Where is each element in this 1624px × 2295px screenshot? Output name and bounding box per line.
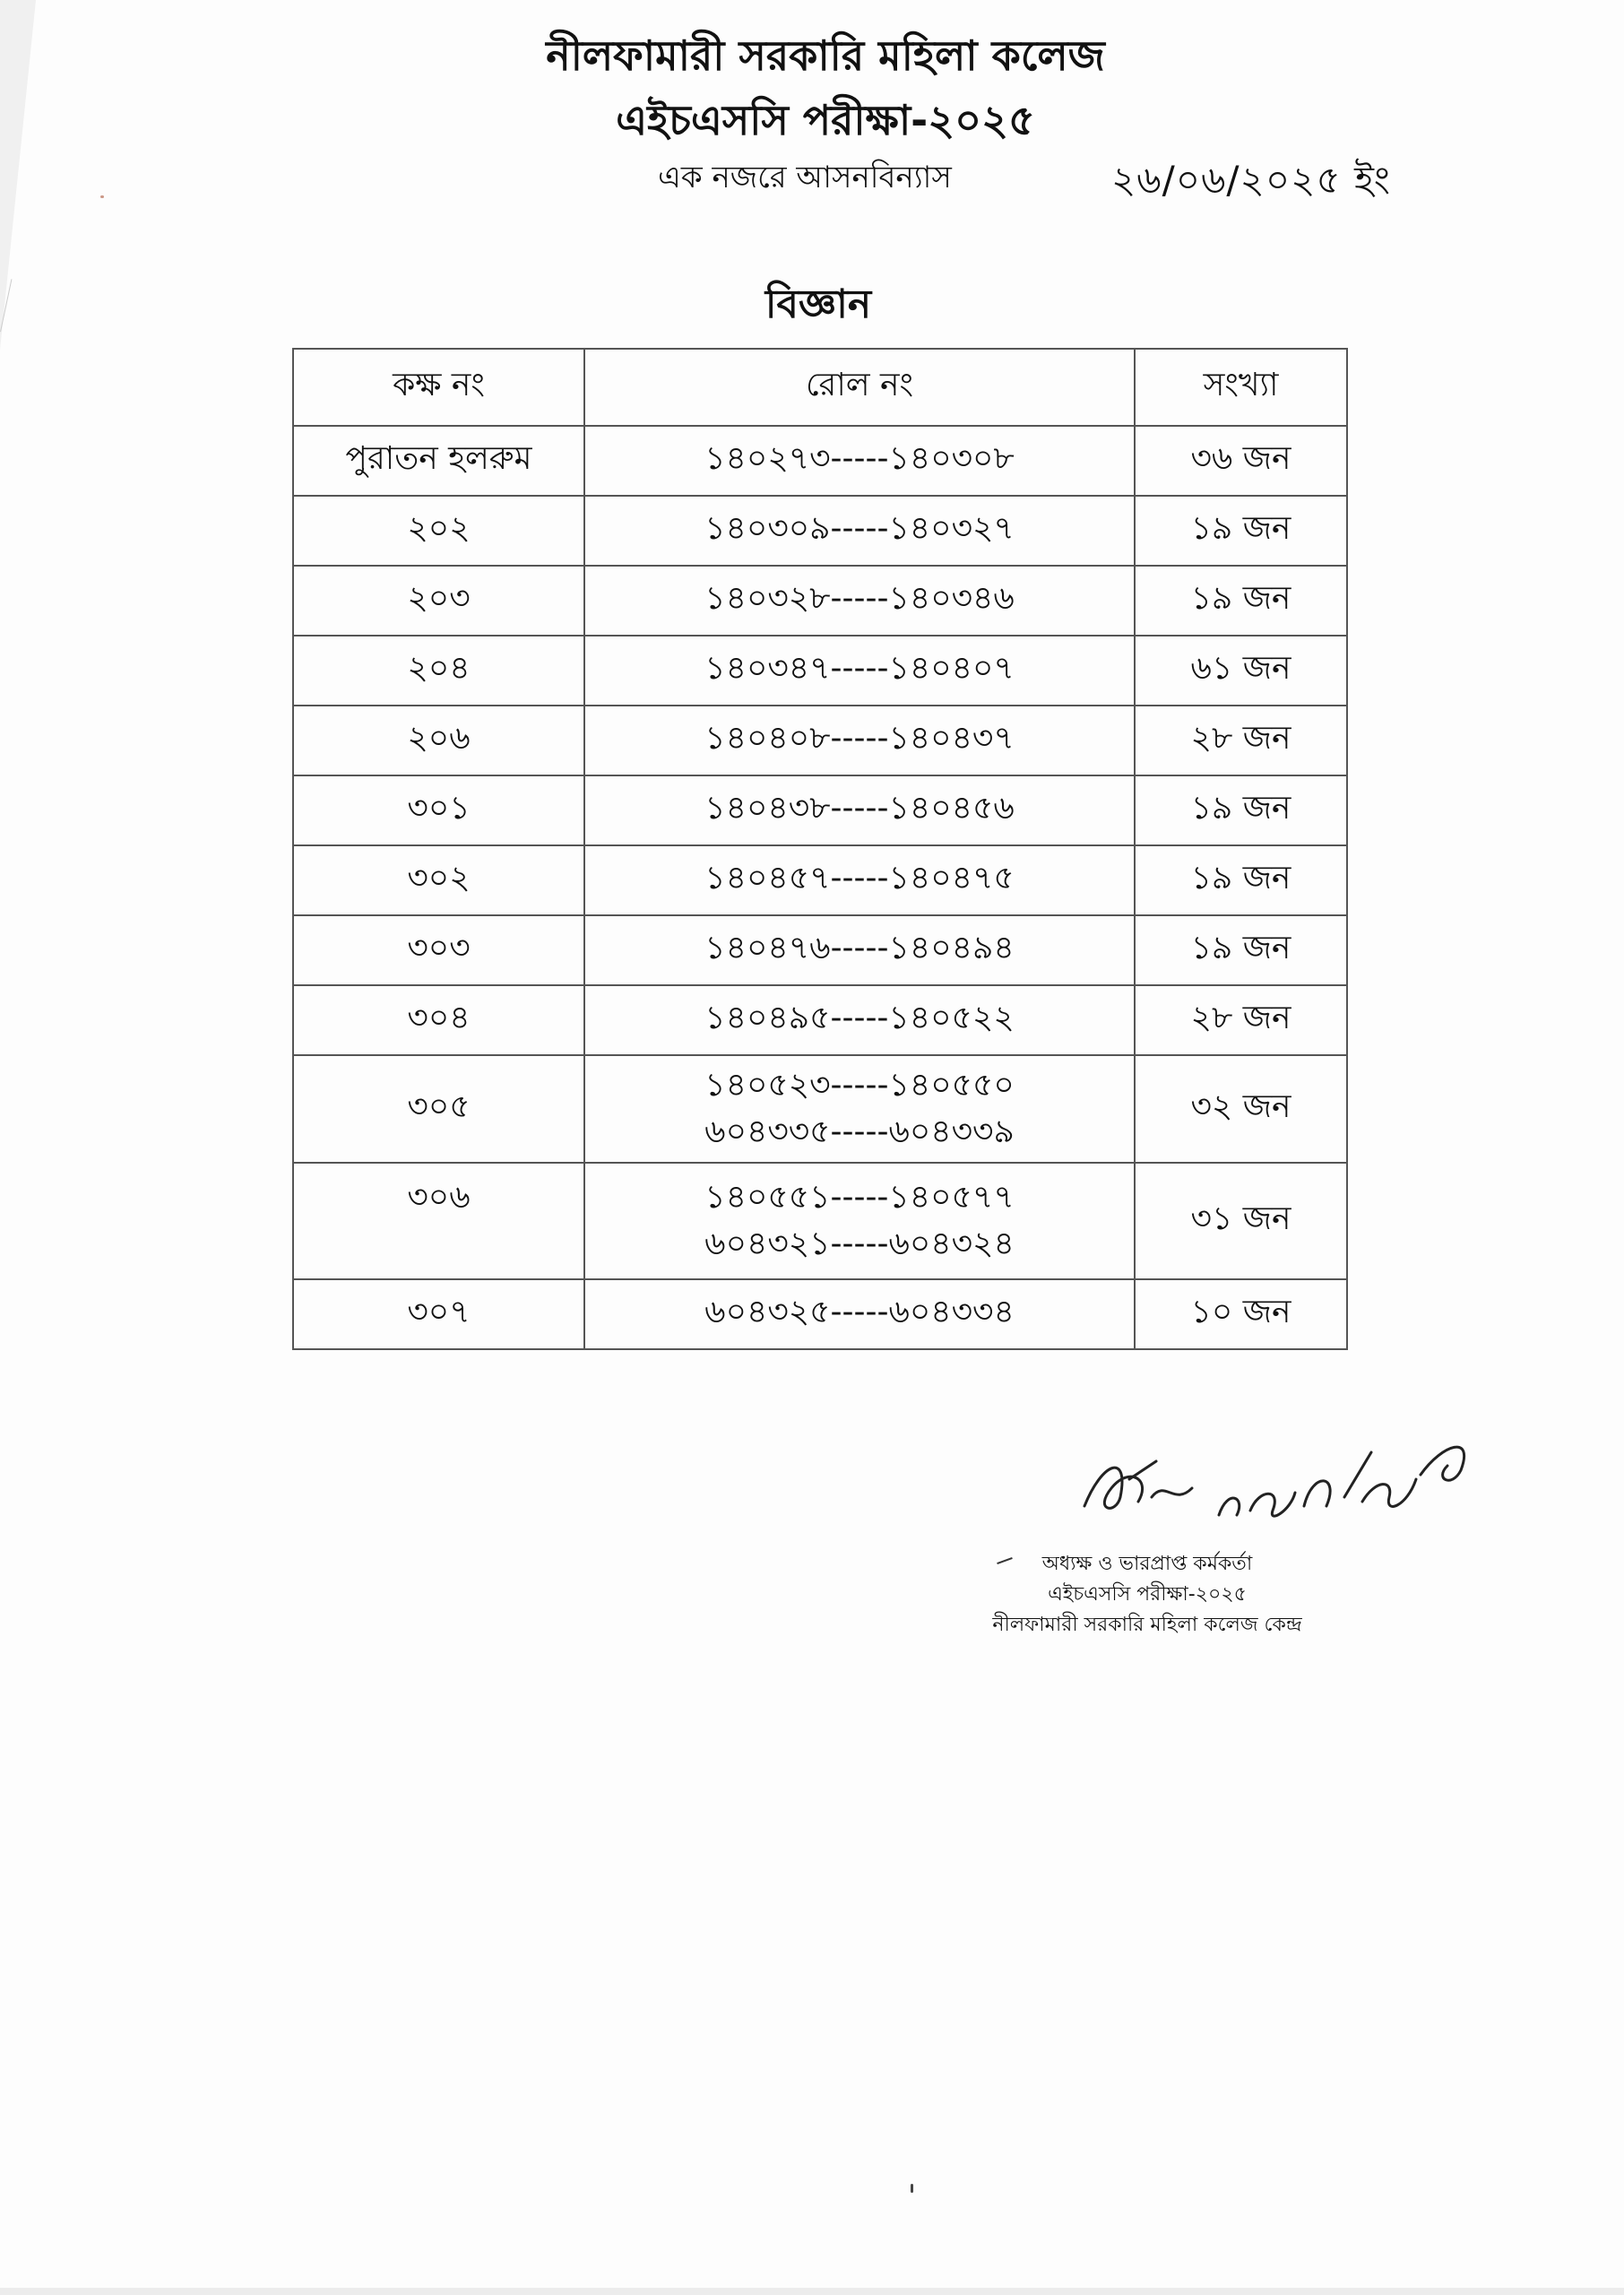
roll-cell: ১৪০৪০৮-----১৪০৪৩৭	[584, 706, 1135, 775]
table-row	[293, 706, 1347, 775]
college-name: নীলফামারী সরকারি মহিলা কলেজ	[546, 31, 1105, 80]
table-row	[293, 845, 1347, 915]
count-cell: ৩২ জন	[1135, 1055, 1347, 1163]
room-cell: ৩০৬	[293, 1163, 584, 1279]
count-cell: ৬১ জন	[1135, 636, 1347, 706]
table-row	[293, 636, 1347, 706]
room-cell: ২০৬	[293, 706, 584, 775]
table-header-row	[293, 349, 1347, 426]
roll-cell	[584, 1055, 1135, 1163]
section-title-text: বিজ্ঞান	[764, 281, 872, 327]
table-row	[293, 1279, 1347, 1349]
header-count: সংখ্যা	[1135, 349, 1347, 426]
room-cell: ২০৩	[293, 566, 584, 636]
table-row	[293, 496, 1347, 566]
header-roll: রোল নং	[584, 349, 1135, 426]
room-cell: ৩০৪	[293, 985, 584, 1055]
roll-cell	[584, 1163, 1135, 1279]
count-cell: ১৯ জন	[1135, 775, 1347, 845]
room-cell: ৩০২	[293, 845, 584, 915]
count-cell: ২৮ জন	[1135, 985, 1347, 1055]
exam-title: এইচএসসি পরীক্ষা-২০২৫	[616, 96, 1035, 144]
roll-range: ১৪০৫৫১-----১৪০৫৭৭	[704, 1179, 1015, 1216]
paper-speck	[911, 2184, 913, 2193]
room-cell: ৩০৩	[293, 915, 584, 985]
table-row	[293, 1055, 1347, 1163]
count-cell: ৩৬ জন	[1135, 426, 1347, 496]
count-cell: ৩১ জন	[1135, 1163, 1347, 1279]
count-cell: ১৯ জন	[1135, 566, 1347, 636]
count-cell: ১৯ জন	[1135, 845, 1347, 915]
table-row	[293, 426, 1347, 496]
roll-cell: ১৪০৩৪৭-----১৪০৪০৭	[584, 636, 1135, 706]
room-cell: ৩০৫	[293, 1055, 584, 1163]
section-title	[0, 274, 1624, 340]
roll-cell: ১৪০৪৫৭-----১৪০৪৭৫	[584, 845, 1135, 915]
signatory-title: অধ্যক্ষ ও ভারপ্রাপ্ত কর্মকর্তা	[1041, 1553, 1253, 1575]
table-row	[293, 775, 1347, 845]
room-cell: ২০২	[293, 496, 584, 566]
handwritten-signature	[1067, 1425, 1479, 1542]
roll-range: ১৪০৫২৩-----১৪০৫৫০	[704, 1067, 1015, 1104]
count-cell: ১৯ জন	[1135, 915, 1347, 985]
room-cell: ৩০৭	[293, 1279, 584, 1349]
room-cell: ২০৪	[293, 636, 584, 706]
document-date: ২৬/০৬/২০২৫ ইং	[1111, 158, 1391, 202]
count-cell: ২৮ জন	[1135, 706, 1347, 775]
roll-cell: ১৪০৩২৮-----১৪০৩৪৬	[584, 566, 1135, 636]
count-cell: ১৯ জন	[1135, 496, 1347, 566]
roll-cell: ১৪০৩০৯-----১৪০৩২৭	[584, 496, 1135, 566]
roll-cell: ১৪০৪৩৮-----১৪০৪৫৬	[584, 775, 1135, 845]
roll-cell: ১৪০৪৭৬-----১৪০৪৯৪	[584, 915, 1135, 985]
table-row	[293, 915, 1347, 985]
roll-cell: ১৪০৪৯৫-----১৪০৫২২	[584, 985, 1135, 1055]
seat-plan-table	[292, 348, 1348, 1350]
document-header	[0, 27, 1624, 149]
roll-cell: ১৪০২৭৩-----১৪০৩০৮	[584, 426, 1135, 496]
seat-plan-subtitle: এক নজরে আসনবিন্যাস	[658, 160, 952, 195]
signatory-exam: এইচএসসি পরীক্ষা-২০২৫	[1048, 1583, 1247, 1606]
room-cell: পুরাতন হলরুম	[293, 426, 584, 496]
count-cell: ১০ জন	[1135, 1279, 1347, 1349]
table-row	[293, 1163, 1347, 1279]
table-row	[293, 566, 1347, 636]
roll-cell: ৬০৪৩২৫-----৬০৪৩৩৪	[584, 1279, 1135, 1349]
header-room: কক্ষ নং	[293, 349, 584, 426]
table-row	[293, 985, 1347, 1055]
roll-range: ৬০৪৩২১-----৬০৪৩২৪	[704, 1225, 1015, 1262]
room-cell: ৩০১	[293, 775, 584, 845]
signatory-center: নীলফামারী সরকারি মহিলা কলেজ কেন্দ্র	[992, 1614, 1302, 1636]
signature-block	[977, 1549, 1317, 1641]
page-bottom-edge	[0, 2288, 1624, 2295]
roll-range: ৬০৪৩৩৫-----৬০৪৩৩৯	[704, 1113, 1015, 1150]
paper-speck	[100, 195, 104, 198]
